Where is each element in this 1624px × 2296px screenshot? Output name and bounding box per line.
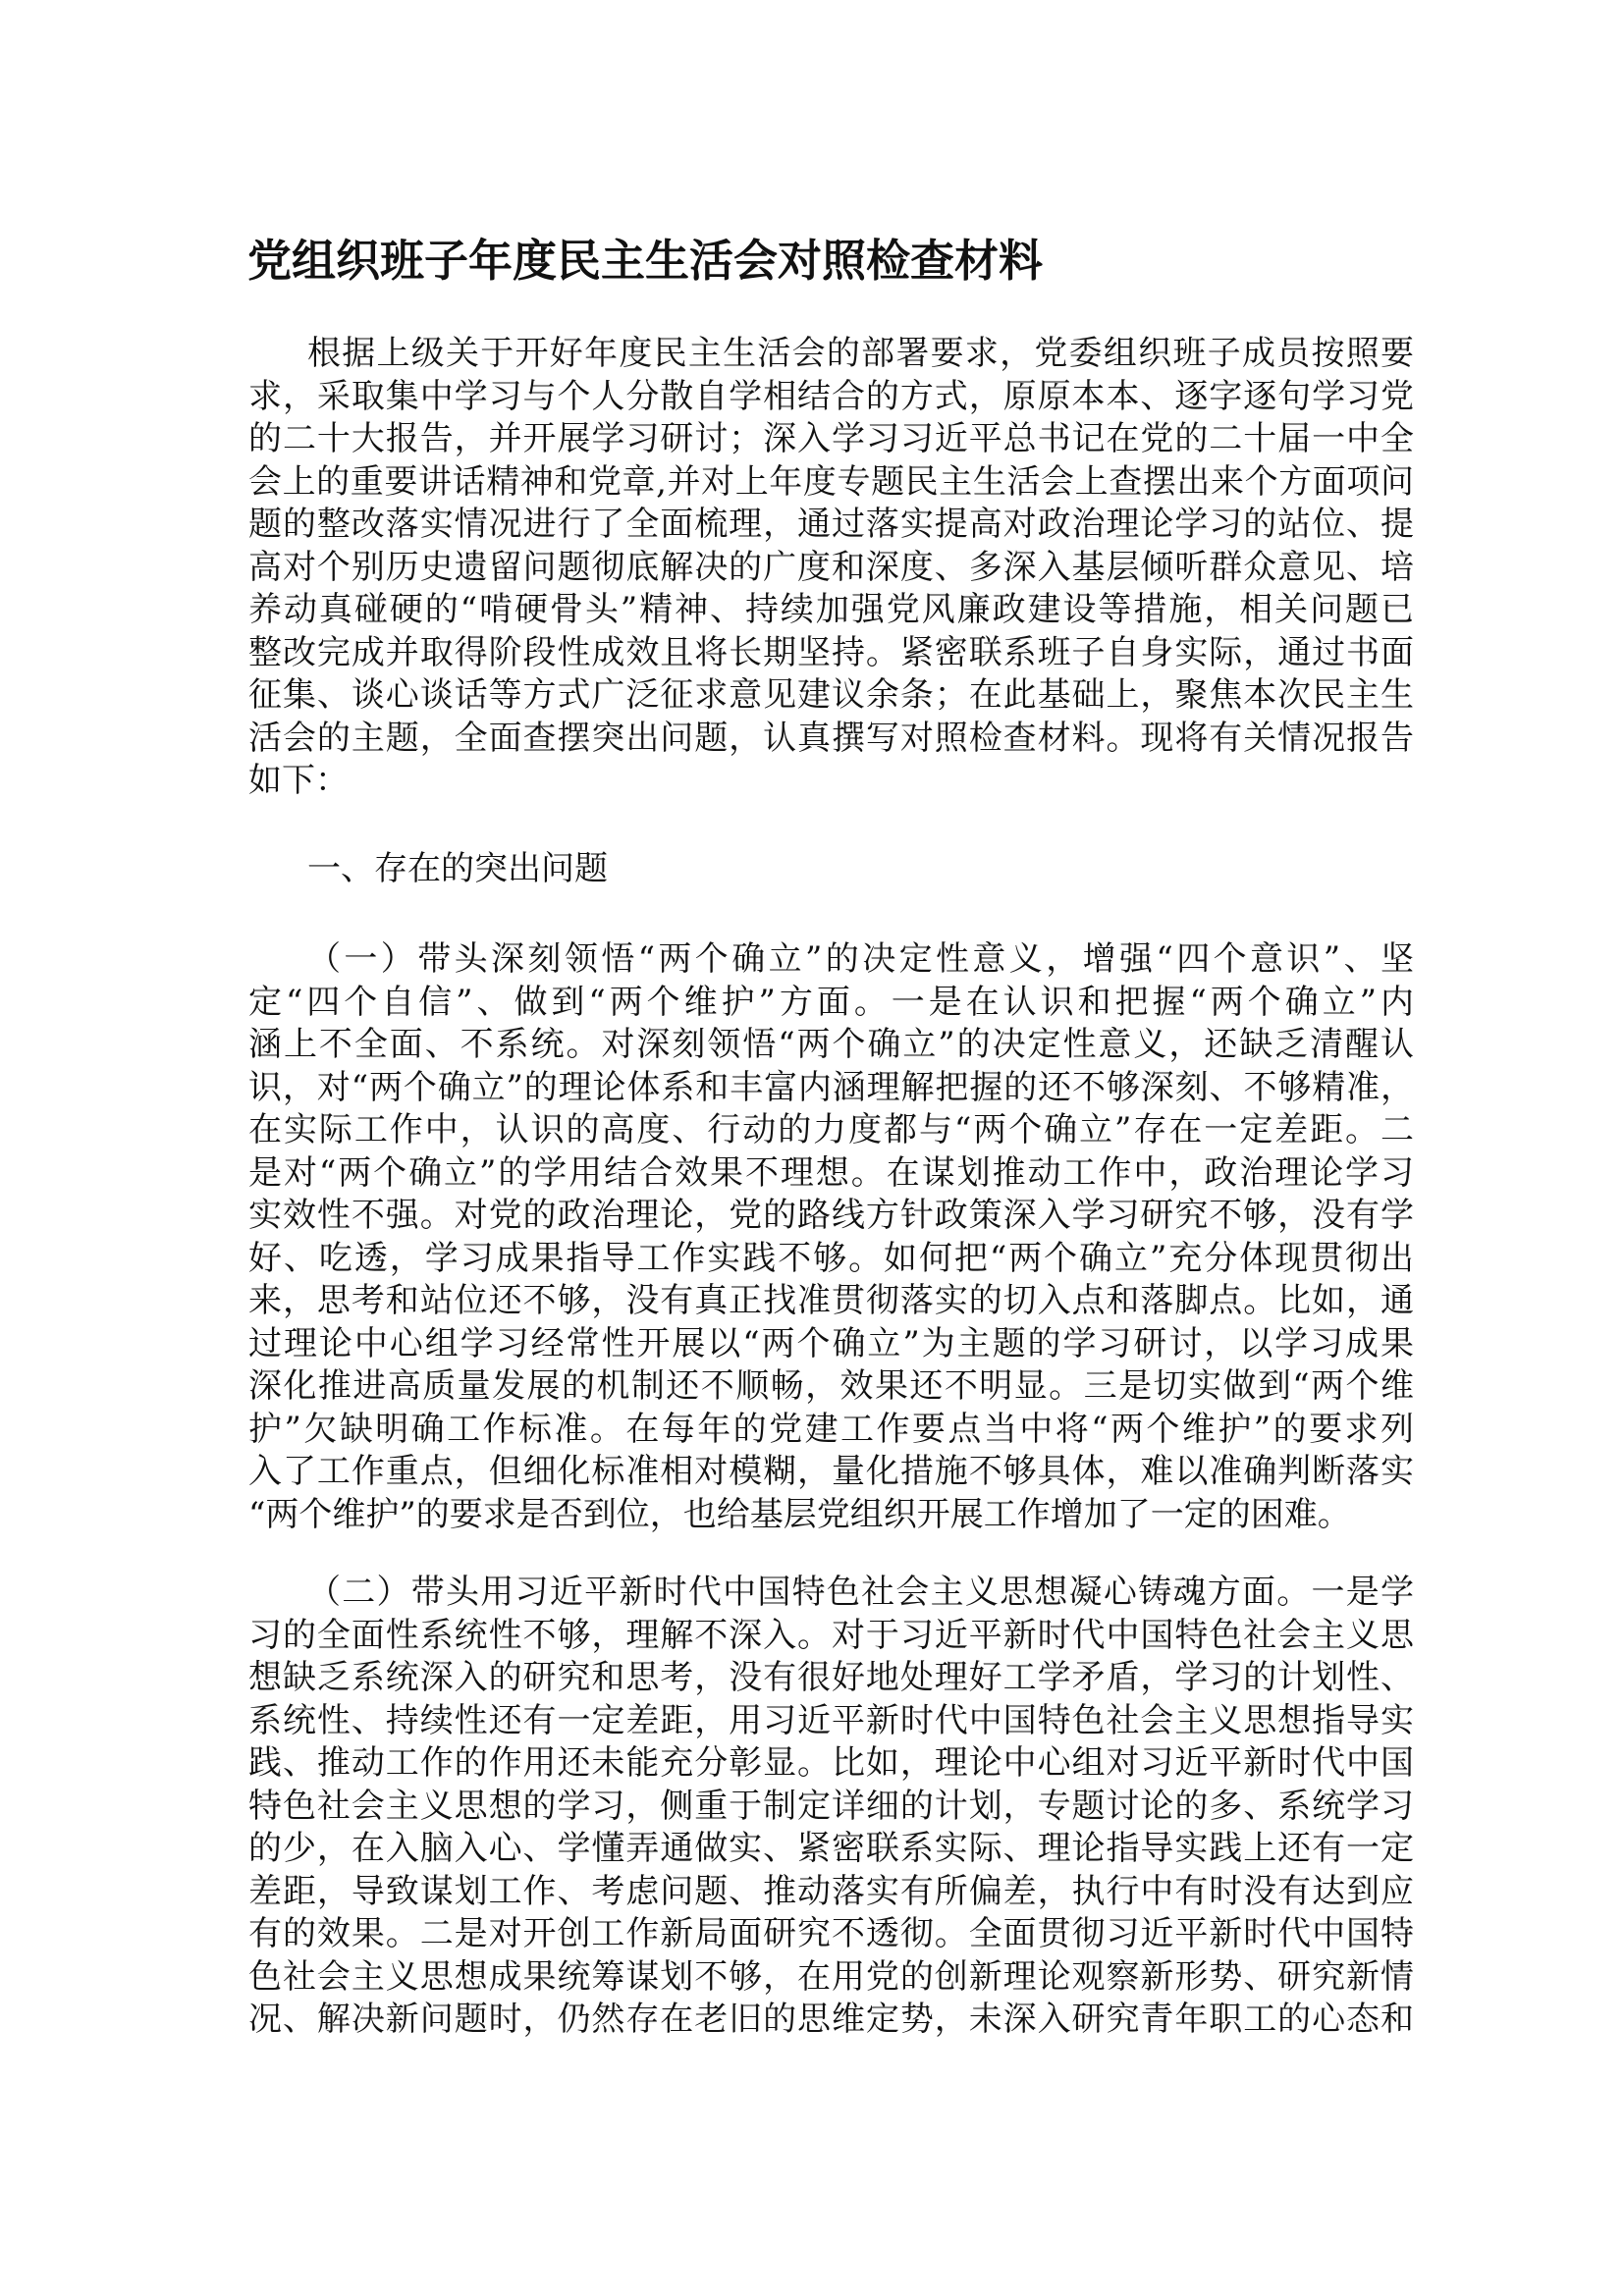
text-line: 养动真碰硬的“啃硬骨头”精神、持续加强党风廉政建设等措施，相关问题已 <box>248 590 1414 629</box>
text-line: 定“四个自信”、做到“两个维护”方面。一是在认识和把握“两个确立”内 <box>248 982 1414 1022</box>
section-heading: 一、存在的突出问题 <box>307 849 608 888</box>
text-line: 过理论中心组学习经常性开展以“两个确立”为主题的学习研讨，以学习成果 <box>248 1323 1414 1363</box>
text-line: 活会的主题，全面查摆突出问题，认真撰写对照检查材料。现将有关情况报告 <box>248 718 1414 758</box>
document-title: 党组织班子年度民主生活会对照检查材料 <box>247 235 1044 287</box>
text-line: 想缺乏系统深入的研究和思考，没有很好地处理好工学矛盾，学习的计划性、 <box>248 1658 1414 1697</box>
text-line: 习的全面性系统性不够，理解不深入。对于习近平新时代中国特色社会主义思 <box>248 1615 1414 1655</box>
text-line: 的少，在入脑入心、学懂弄通做实、紧密联系实际、理论指导实践上还有一定 <box>248 1829 1414 1868</box>
text-line: 好、吃透，学习成果指导工作实践不够。如何把“两个确立”充分体现贯彻出 <box>248 1238 1414 1278</box>
text-line: 色社会主义思想成果统筹谋划不够，在用党的创新理论观察新形势、研究新情 <box>248 1956 1414 1997</box>
text-line: 有的效果。二是对开创工作新局面研究不透彻。全面贯彻习近平新时代中国特 <box>248 1914 1414 1953</box>
text-line: “两个维护”的要求是否到位，也给基层党组织开展工作增加了一定的困难。 <box>248 1494 1351 1534</box>
text-line: 实效性不强。对党的政治理论，党的路线方针政策深入学习研究不够，没有学 <box>248 1196 1414 1235</box>
text-line: 践、推动工作的作用还未能充分彰显。比如，理论中心组对习近平新时代中国 <box>248 1743 1414 1783</box>
text-line: 题的整改落实情况进行了全面梳理，通过落实提高对政治理论学习的站位、提 <box>248 505 1414 544</box>
problem-paragraph-1 <box>248 938 1414 1536</box>
text-line: 况、解决新问题时，仍然存在老旧的思维定势，未深入研究青年职工的心态和 <box>248 2000 1414 2039</box>
text-line: 涵上不全面、不系统。对深刻领悟“两个确立”的决定性意义，还缺乏清醒认 <box>248 1025 1414 1064</box>
text-line: （二）带头用习近平新时代中国特色社会主义思想凝心铸魂方面。一是学 <box>307 1573 1414 1612</box>
text-line: 特色社会主义思想的学习，侧重于制定详细的计划，专题讨论的多、系统学习 <box>248 1786 1414 1826</box>
text-line: 高对个别历史遗留问题彻底解决的广度和深度、多深入基层倾听群众意见、培 <box>248 547 1414 587</box>
text-line: 识，对“两个确立”的理论体系和丰富内涵理解把握的还不够深刻、不够精准， <box>248 1067 1414 1107</box>
text-line: 求，采取集中学习与个人分散自学相结合的方式，原原本本、逐字逐句学习党 <box>248 376 1414 416</box>
text-line: 来，思考和站位还不够，没有真正找准贯彻落实的切入点和落脚点。比如，通 <box>248 1281 1414 1320</box>
text-line: 如下： <box>248 761 349 800</box>
text-line: 深化推进高质量发展的机制还不顺畅，效果还不明显。三是切实做到“两个维 <box>248 1366 1414 1406</box>
text-line: 的二十大报告，并开展学习研讨；深入学习习近平总书记在党的二十届一中全 <box>248 419 1414 458</box>
text-line: （一）带头深刻领悟“两个确立”的决定性意义，增强“四个意识”、坚 <box>307 939 1414 979</box>
text-line: 在实际工作中，认识的高度、行动的力度都与“两个确立”存在一定差距。二 <box>248 1110 1414 1149</box>
text-line: 征集、谈心谈话等方式广泛征求意见建议余条；在此基础上，聚焦本次民主生 <box>248 675 1414 715</box>
intro-paragraph <box>248 333 1414 803</box>
text-line: 护”欠缺明确工作标准。在每年的党建工作要点当中将“两个维护”的要求列 <box>248 1409 1414 1449</box>
problem-paragraph-2 <box>248 1572 1414 2042</box>
text-line: 会上的重要讲话精神和党章,并对上年度专题民主生活会上查摆出来个方面项问 <box>248 461 1414 502</box>
text-line: 根据上级关于开好年度民主生活会的部署要求，党委组织班子成员按照要 <box>307 334 1414 373</box>
text-line: 是对“两个确立”的学用结合效果不理想。在谋划推动工作中，政治理论学习 <box>248 1152 1414 1193</box>
text-line: 系统性、持续性还有一定差距，用习近平新时代中国特色社会主义思想指导实 <box>248 1700 1414 1740</box>
text-line: 入了工作重点，但细化标准相对模糊，量化措施不够具体，难以准确判断落实 <box>248 1452 1414 1491</box>
text-line: 差距，导致谋划工作、考虑问题、推动落实有所偏差，执行中有时没有达到应 <box>248 1871 1414 1911</box>
text-line: 整改完成并取得阶段性成效且将长期坚持。紧密联系班子自身实际，通过书面 <box>248 632 1414 672</box>
